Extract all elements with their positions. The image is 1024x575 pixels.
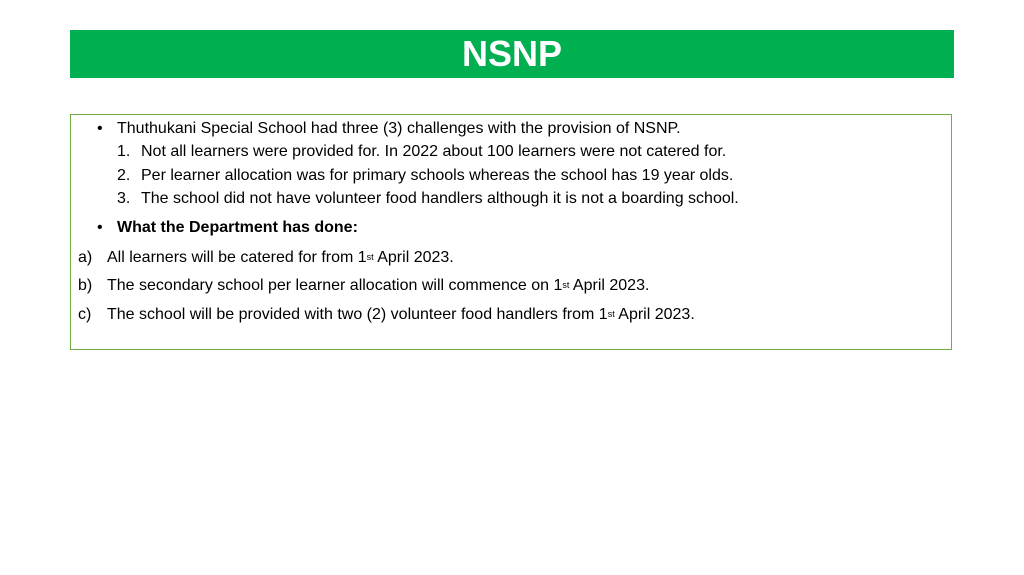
challenge-number: 2. [117,167,131,184]
challenge-number: 1. [117,143,131,160]
slide-title: NSNP [461,33,563,74]
ordinal-suffix: st [366,252,374,262]
challenge-text: The school did not have volunteer food handlers although it is not a boarding school. [141,190,739,207]
bullet-marker: • [97,120,103,137]
action-text [107,305,695,325]
challenge-number: 3. [117,190,131,207]
bullet-marker: • [97,219,103,236]
action-text [107,248,454,268]
ordinal-suffix: st [607,309,615,319]
action-letter: b) [78,277,93,294]
action-text-before: All learners will be catered for from 1 [107,249,367,266]
action-letter: c) [78,306,92,323]
action-text-before: The school will be provided with two (2) volunteer food handlers from 1 [107,306,608,323]
content-box [70,114,952,350]
action-text [107,276,649,296]
action-text-after: April 2023. [614,306,695,323]
title-bar [70,30,954,78]
action-text-after: April 2023. [569,277,650,294]
challenge-text: Not all learners were provided for. In 2022 about 100 learners were not catered for. [141,143,727,160]
bullet-text: Thuthukani Special School had three (3) challenges with the provision of NSNP. [117,120,681,137]
action-letter: a) [78,249,93,266]
action-text-before: The secondary school per learner allocation will commence on 1 [107,277,563,294]
ordinal-suffix: st [562,280,570,290]
action-text-after: April 2023. [373,249,454,266]
department-heading: What the Department has done: [117,219,358,236]
challenge-text: Per learner allocation was for primary schools whereas the school has 19 year olds. [141,167,734,184]
